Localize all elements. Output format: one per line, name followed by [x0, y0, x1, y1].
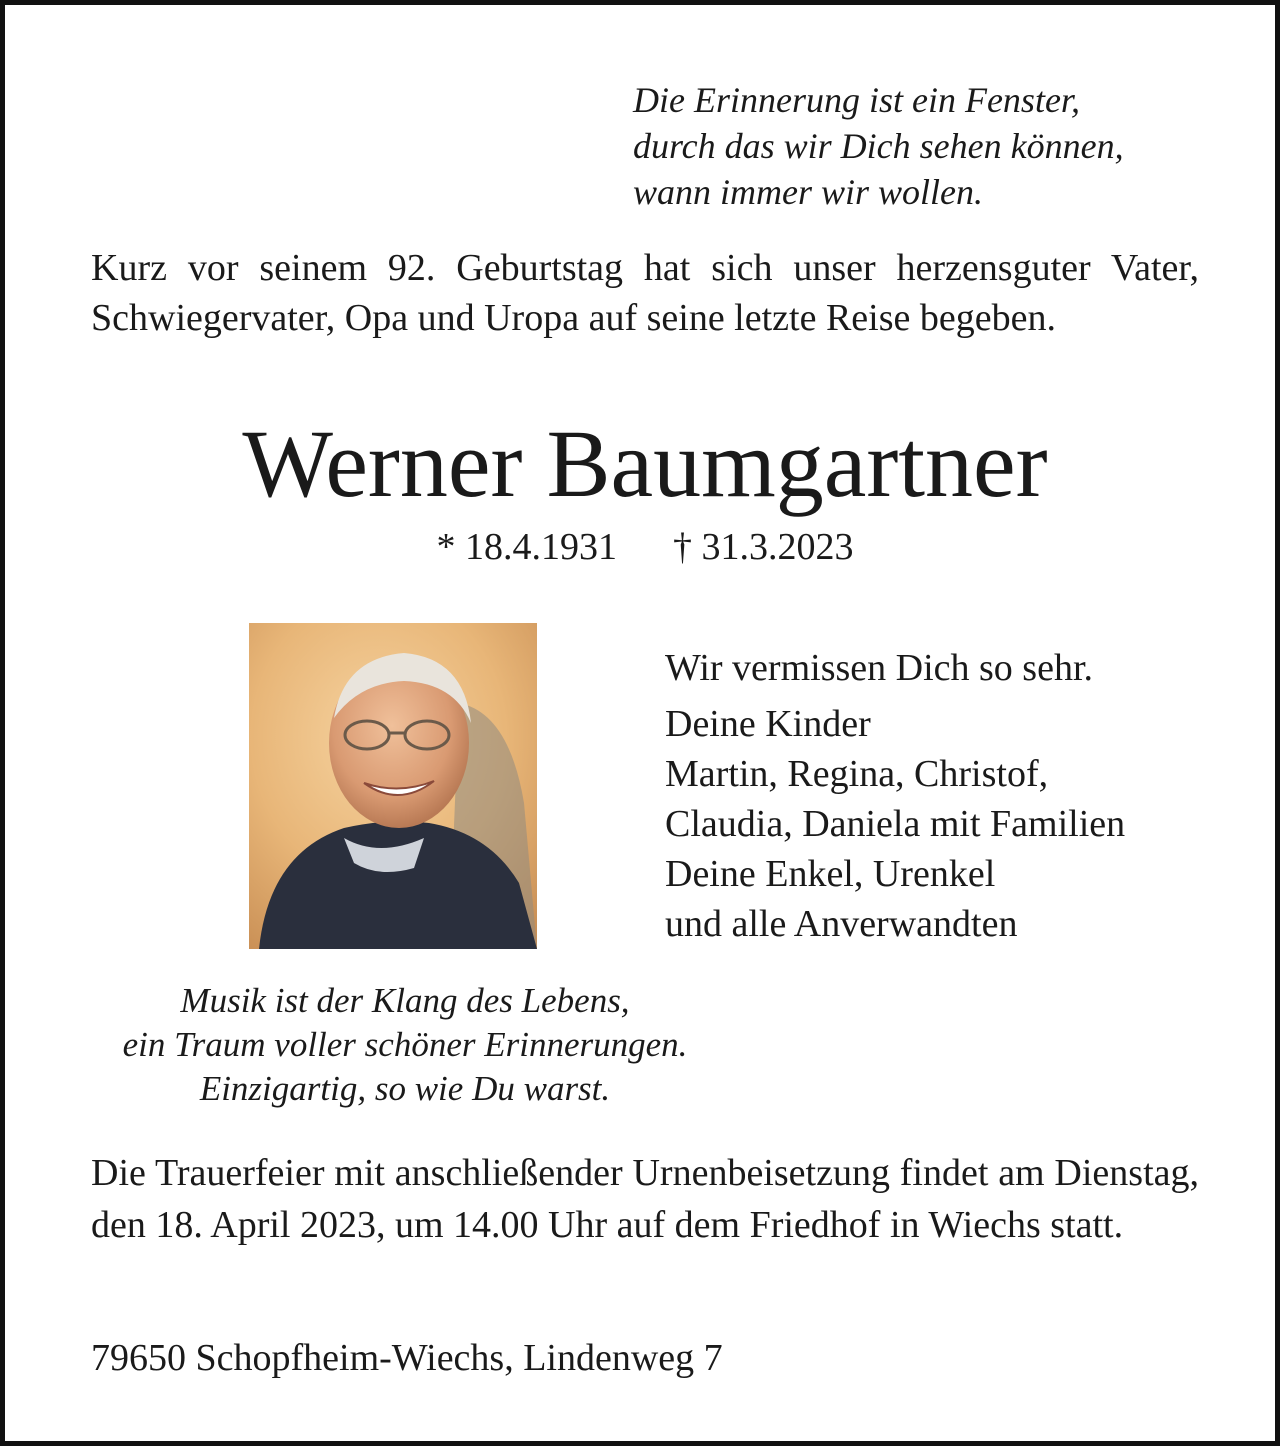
signature-block: [665, 645, 1125, 949]
signature-line: Claudia, Daniela mit Familien: [665, 803, 1126, 845]
death-date: † 31.3.2023: [673, 526, 854, 568]
bottom-quote: [65, 979, 745, 1111]
bottom-quote-line: Musik ist der Klang des Lebens,: [180, 981, 630, 1020]
miss-you-line: Wir vermissen Dich so sehr.: [665, 647, 1094, 689]
intro-paragraph: Kurz vor seinem 92. Geburtstag hat sich unser herzensguter Vater, Schwiegervater, Opa und Uropa auf seine letzte Reise begeben.: [91, 247, 1199, 339]
bottom-quote-line: ein Traum voller schöner Erinnerungen.: [122, 1025, 688, 1064]
portrait-photo: [249, 623, 537, 949]
signature-line: Deine Enkel, Urenkel: [665, 853, 996, 895]
life-dates: [5, 525, 1280, 569]
signature-line: und alle Anverwandten: [665, 903, 1018, 945]
birth-date: * 18.4.1931: [436, 526, 617, 568]
portrait-illustration: [249, 623, 537, 949]
bottom-quote-line: Einzigartig, so wie Du warst.: [199, 1069, 611, 1108]
top-quote-line: durch das wir Dich sehen können,: [633, 126, 1124, 166]
signature-line: Martin, Regina, Christof,: [665, 753, 1049, 795]
deceased-name: Werner Baumgartner: [242, 410, 1048, 517]
top-quote-line: Die Erinnerung ist ein Fenster,: [633, 80, 1080, 120]
signature-line: Deine Kinder: [665, 703, 871, 745]
family-address: 79650 Schopfheim-Wiechs, Lindenweg 7: [91, 1337, 723, 1379]
top-quote-line: wann immer wir wollen.: [633, 172, 984, 212]
top-quote: [633, 77, 1124, 215]
ceremony-paragraph: Die Trauerfeier mit anschließender Urnenbeisetzung findet am Dienstag, den 18. April 2023, um 14.00 Uhr auf dem Friedhof in Wiechs statt.: [91, 1152, 1199, 1246]
